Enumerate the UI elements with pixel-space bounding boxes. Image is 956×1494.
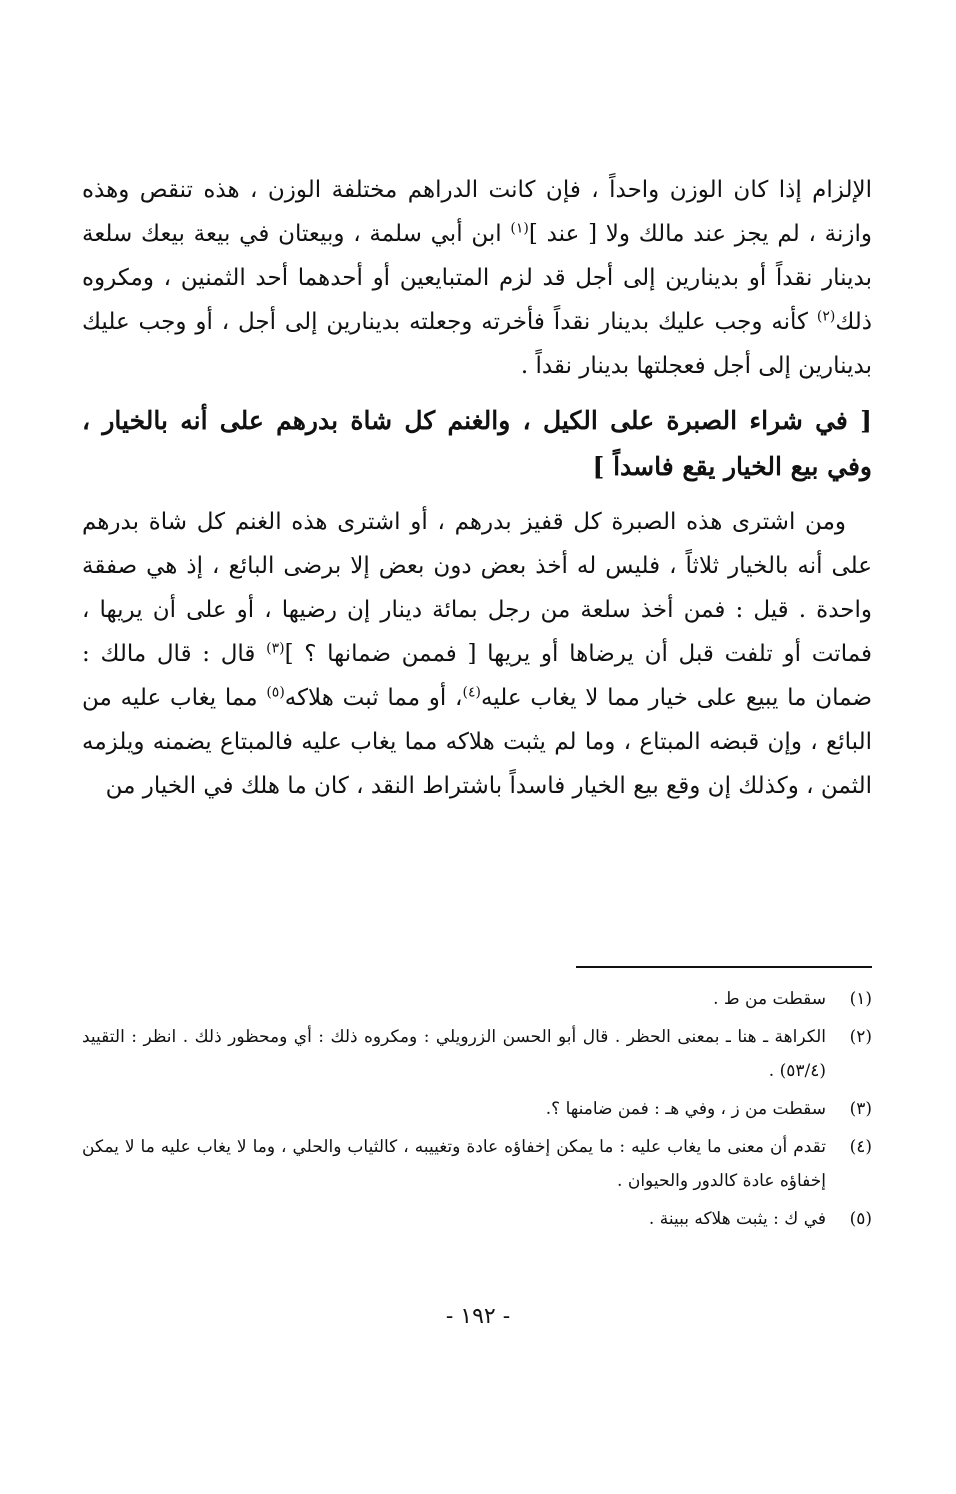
paragraph-1-text-b: ابن أبي سلمة ، وبيعتان في بيعة بيعك سلعة بدينار نقداً أو بدينارين إلى أجل قد لزم المتبايعين أو أحدهما أحد الثمنين ، ومكروه ذلك — [82, 221, 872, 335]
paragraph-2-text-a: ومن اشترى هذه الصبرة كل قفيز بدرهم ، أو اشترى هذه الغنم كل شاة بدرهم على أنه بالخيار ثلاثاً ، فليس له أخذ بعض دون بعض إلا برضى البائع ، إذ هي صفقة واحدة . قيل : فمن أخذ سلعة من رجل بمائة دينار إن رضيها ، أو على أن يريها ، فماتت أو تلفت قبل أن يرضاها أو يريها [ فممن ضمانها ؟ ] — [82, 509, 872, 667]
footnote-number: (١) — [849, 989, 872, 1009]
footnote — [82, 1020, 872, 1088]
footnote-number: (٣) — [849, 1099, 872, 1119]
paragraph-2-text-d: مما يغاب عليه من البائع ، وإن قبضه المبتاع ، وما لم يثبت هلاكه مما يغاب عليه فالمبتاع يضمنه ويلزمه الثمن ، وكذلك إن وقع بيع الخيار فاسداً باشتراط النقد ، كان ما هلك في الخيار من — [82, 685, 872, 799]
paragraph-1 — [82, 168, 872, 388]
paragraph-2-text-b: قال : قال مالك : ضمان ما يبيع على خيار مما لا يغاب عليه — [82, 641, 872, 711]
footnote-number: (٤) — [849, 1137, 872, 1157]
footnote-text: في ك : يثبت هلاكه ببينة . — [648, 1209, 826, 1229]
footnote-text: الكراهة ـ هنا ـ بمعنى الحظر . قال أبو الحسن الزرويلي : ومكروه ذلك : أي ومحظور ذلك . انظر : التقييد (٥٣/٤) . — [82, 1027, 826, 1081]
footnote-number: (٥) — [849, 1209, 872, 1229]
footnote-ref-1: (١) — [510, 220, 529, 237]
footnote-ref-3: (٣) — [266, 640, 285, 657]
footnote-ref-2: (٢) — [816, 308, 836, 325]
footnote — [82, 1092, 872, 1126]
footnote-text: سقطت من ز ، وفي هـ : فمن ضامنها ؟. — [545, 1099, 826, 1119]
paragraph-1-text-a: الإلزام إذا كان الوزن واحداً ، فإن كانت الدراهم مختلفة الوزن ، هذه تنقص وهذه وازنة ، لم يجز عند مالك ولا [ عند ] — [82, 177, 872, 247]
footnote-ref-5: (٥) — [266, 684, 285, 701]
footnote-divider — [576, 966, 872, 968]
footnote-ref-4: (٤) — [462, 684, 481, 701]
section-heading: [ في شراء الصبرة على الكيل ، والغنم كل شاة بدرهم على أنه بالخيار ، وفي بيع الخيار يقع فاسداً ] — [82, 406, 872, 481]
footnote — [82, 1130, 872, 1198]
paragraph-2 — [82, 500, 872, 808]
paragraph-2-text-c: ، أو مما ثبت هلاكه — [284, 685, 463, 711]
footnote — [82, 982, 872, 1016]
footnote — [82, 1202, 872, 1236]
paragraph-1-text-c: كأنه وجب عليك بدينار نقداً فأخرته وجعلته بدينارين إلى أجل ، أو وجب عليك بدينارين إلى أجل فعجلتها بدينار نقداً . — [82, 309, 872, 379]
footnote-text: سقطت من ط . — [713, 989, 826, 1009]
footnote-text: تقدم أن معنى ما يغاب عليه : ما يمكن إخفاؤه عادة وتغييبه ، كالثياب والحلي ، وما لا يغاب عليه ما لا يمكن إخفاؤه عادة كالدور والحيوان . — [82, 1137, 826, 1191]
page-number: - ١٩٢ - — [445, 1304, 511, 1329]
footnote-number: (٢) — [849, 1027, 872, 1047]
main-text — [82, 168, 872, 808]
footnotes — [82, 982, 872, 1240]
